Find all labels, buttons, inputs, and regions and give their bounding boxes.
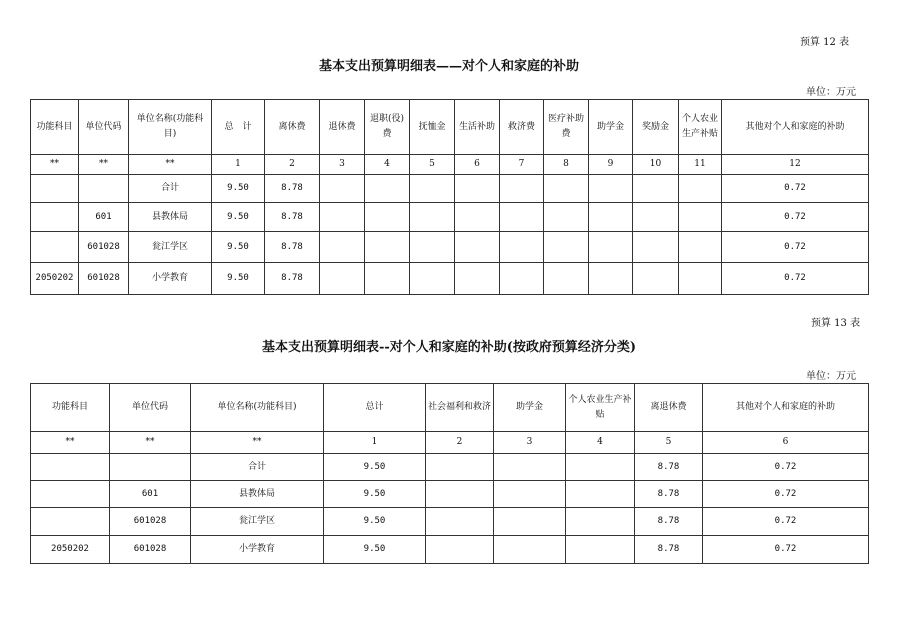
- table-cell: 0.72: [722, 263, 869, 295]
- table-row: [31, 175, 869, 203]
- table-cell: [544, 232, 589, 263]
- table-row: [31, 481, 869, 508]
- table-cell: 8.78: [635, 536, 703, 564]
- table-cell: [455, 263, 500, 295]
- table-cell: 9.50: [212, 203, 265, 232]
- table-cell: [633, 203, 679, 232]
- table-cell: [410, 232, 455, 263]
- index-cell: **: [31, 155, 79, 175]
- table-cell: 9.50: [324, 508, 426, 536]
- table-cell: [320, 232, 365, 263]
- table-cell: [589, 232, 633, 263]
- header-cell: 单位名称(功能科目): [129, 100, 212, 155]
- table-cell: [633, 263, 679, 295]
- table-cell: 8.78: [635, 481, 703, 508]
- index-cell: 7: [500, 155, 544, 175]
- title-12: 基本支出预算明细表——对个人和家庭的补助: [318, 59, 579, 74]
- table-cell: 601028: [110, 508, 191, 536]
- table-cell: 2050202: [31, 263, 79, 295]
- index-cell: 4: [566, 432, 635, 454]
- header-cell: 抚恤金: [410, 100, 455, 155]
- index-cell: **: [191, 432, 324, 454]
- table-cell: [544, 263, 589, 295]
- table-cell: [494, 454, 566, 481]
- table-cell: [566, 508, 635, 536]
- table-cell: 县教体局: [191, 481, 324, 508]
- header-row: [31, 384, 869, 432]
- title-13: 基本支出预算明细表--对个人和家庭的补助(按政府预算经济分类): [261, 340, 637, 355]
- table-cell: [494, 536, 566, 564]
- header-cell: 生活补助: [455, 100, 500, 155]
- table-cell: 8.78: [265, 203, 320, 232]
- table-12: [30, 99, 869, 295]
- table-row: [31, 536, 869, 564]
- table-cell: [31, 175, 79, 203]
- header-cell: 助学金: [589, 100, 633, 155]
- table-cell: [633, 175, 679, 203]
- table-cell: [320, 175, 365, 203]
- table-cell: [31, 203, 79, 232]
- header-cell: 单位代码: [110, 384, 191, 432]
- header-cell: 救济费: [500, 100, 544, 155]
- table-cell: 601: [110, 481, 191, 508]
- index-cell: 1: [212, 155, 265, 175]
- table-cell: [589, 175, 633, 203]
- table-cell: [500, 175, 544, 203]
- index-row: [31, 155, 869, 175]
- header-cell: 退休费: [320, 100, 365, 155]
- table-cell: 9.50: [212, 263, 265, 295]
- table-cell: [455, 203, 500, 232]
- table-cell: 601028: [110, 536, 191, 564]
- index-cell: 3: [494, 432, 566, 454]
- table-cell: [426, 536, 494, 564]
- table-cell: [365, 232, 410, 263]
- table-cell: [320, 203, 365, 232]
- header-cell: 离休费: [265, 100, 320, 155]
- table-cell: 合计: [191, 454, 324, 481]
- header-cell: 功能科目: [31, 384, 110, 432]
- index-cell: 1: [324, 432, 426, 454]
- table-cell: [679, 175, 722, 203]
- index-cell: 8: [544, 155, 589, 175]
- table-cell: 小学教育: [129, 263, 212, 295]
- index-cell: 5: [635, 432, 703, 454]
- table-cell: [365, 175, 410, 203]
- table-cell: [455, 175, 500, 203]
- header-cell: 功能科目: [31, 100, 79, 155]
- table-cell: [365, 203, 410, 232]
- table-cell: [566, 536, 635, 564]
- index-cell: 10: [633, 155, 679, 175]
- table-cell: [410, 175, 455, 203]
- table-cell: [633, 232, 679, 263]
- table-cell: [679, 263, 722, 295]
- index-cell: **: [79, 155, 129, 175]
- table-cell: 瓮江学区: [129, 232, 212, 263]
- index-cell: **: [110, 432, 191, 454]
- table-cell: [426, 454, 494, 481]
- index-cell: 4: [365, 155, 410, 175]
- table-cell: 8.78: [635, 508, 703, 536]
- table-cell: [455, 232, 500, 263]
- header-cell: 总计: [324, 384, 426, 432]
- table-row: [31, 508, 869, 536]
- index-cell: 6: [455, 155, 500, 175]
- header-cell: 退职(役)费: [365, 100, 410, 155]
- table-cell: 8.78: [265, 175, 320, 203]
- index-cell: 11: [679, 155, 722, 175]
- index-cell: 2: [265, 155, 320, 175]
- table-cell: [589, 203, 633, 232]
- table-cell: [589, 263, 633, 295]
- page-label-12: 预算 12 表: [800, 37, 850, 48]
- page-label-13: 预算 13 表: [811, 318, 861, 329]
- table-cell: 0.72: [722, 175, 869, 203]
- table-cell: [494, 508, 566, 536]
- table-cell: 8.78: [265, 263, 320, 295]
- index-cell: **: [129, 155, 212, 175]
- header-cell: 其他对个人和家庭的补助: [703, 384, 869, 432]
- table-cell: [679, 203, 722, 232]
- table-cell: 0.72: [703, 481, 869, 508]
- table-cell: [500, 203, 544, 232]
- table-cell: 0.72: [722, 232, 869, 263]
- header-cell: 个人农业生产补贴: [566, 384, 635, 432]
- index-row: [31, 432, 869, 454]
- table-cell: 9.50: [324, 454, 426, 481]
- table-cell: 601: [79, 203, 129, 232]
- table-cell: 601028: [79, 232, 129, 263]
- index-cell: 12: [722, 155, 869, 175]
- header-cell: 其他对个人和家庭的补助: [722, 100, 869, 155]
- table-cell: [31, 232, 79, 263]
- table-row: [31, 203, 869, 232]
- table-cell: 县教体局: [129, 203, 212, 232]
- header-cell: 离退休费: [635, 384, 703, 432]
- table-cell: 0.72: [722, 203, 869, 232]
- header-cell: 社会福利和救济: [426, 384, 494, 432]
- table-cell: [544, 203, 589, 232]
- header-cell: 医疗补助费: [544, 100, 589, 155]
- table-cell: 0.72: [703, 454, 869, 481]
- table-cell: 合计: [129, 175, 212, 203]
- index-cell: 2: [426, 432, 494, 454]
- table-row: [31, 263, 869, 295]
- header-cell: 单位代码: [79, 100, 129, 155]
- table-cell: [320, 263, 365, 295]
- table-cell: 小学教育: [191, 536, 324, 564]
- header-row: [31, 100, 869, 155]
- table-cell: [410, 263, 455, 295]
- table-cell: 瓮江学区: [191, 508, 324, 536]
- table-cell: 0.72: [703, 508, 869, 536]
- unit-label-13: 单位：万元: [806, 371, 856, 382]
- table-cell: [410, 203, 455, 232]
- table-cell: 8.78: [635, 454, 703, 481]
- table-cell: 9.50: [212, 232, 265, 263]
- table-cell: [31, 454, 110, 481]
- header-cell: 奖励金: [633, 100, 679, 155]
- unit-label-12: 单位：万元: [806, 87, 856, 98]
- index-cell: 5: [410, 155, 455, 175]
- table-cell: 0.72: [703, 536, 869, 564]
- table-cell: [365, 263, 410, 295]
- table-cell: [679, 232, 722, 263]
- table-cell: [566, 454, 635, 481]
- index-cell: 6: [703, 432, 869, 454]
- table-cell: 8.78: [265, 232, 320, 263]
- table-row: [31, 232, 869, 263]
- index-cell: 9: [589, 155, 633, 175]
- table-cell: 9.50: [324, 481, 426, 508]
- table-cell: 2050202: [31, 536, 110, 564]
- table-cell: 9.50: [324, 536, 426, 564]
- table-cell: [79, 175, 129, 203]
- index-cell: 3: [320, 155, 365, 175]
- table-cell: [566, 481, 635, 508]
- table-cell: 601028: [79, 263, 129, 295]
- table-cell: [500, 263, 544, 295]
- table-cell: [494, 481, 566, 508]
- header-cell: 助学金: [494, 384, 566, 432]
- header-cell: 个人农业生产补贴: [679, 100, 722, 155]
- table-cell: [110, 454, 191, 481]
- table-cell: [31, 508, 110, 536]
- table-row: [31, 454, 869, 481]
- index-cell: **: [31, 432, 110, 454]
- table-cell: [500, 232, 544, 263]
- table-cell: [426, 508, 494, 536]
- table-cell: [544, 175, 589, 203]
- table-cell: 9.50: [212, 175, 265, 203]
- header-cell: 总 计: [212, 100, 265, 155]
- header-cell: 单位名称(功能科目): [191, 384, 324, 432]
- table-cell: [31, 481, 110, 508]
- table-13: [30, 383, 869, 564]
- table-cell: [426, 481, 494, 508]
